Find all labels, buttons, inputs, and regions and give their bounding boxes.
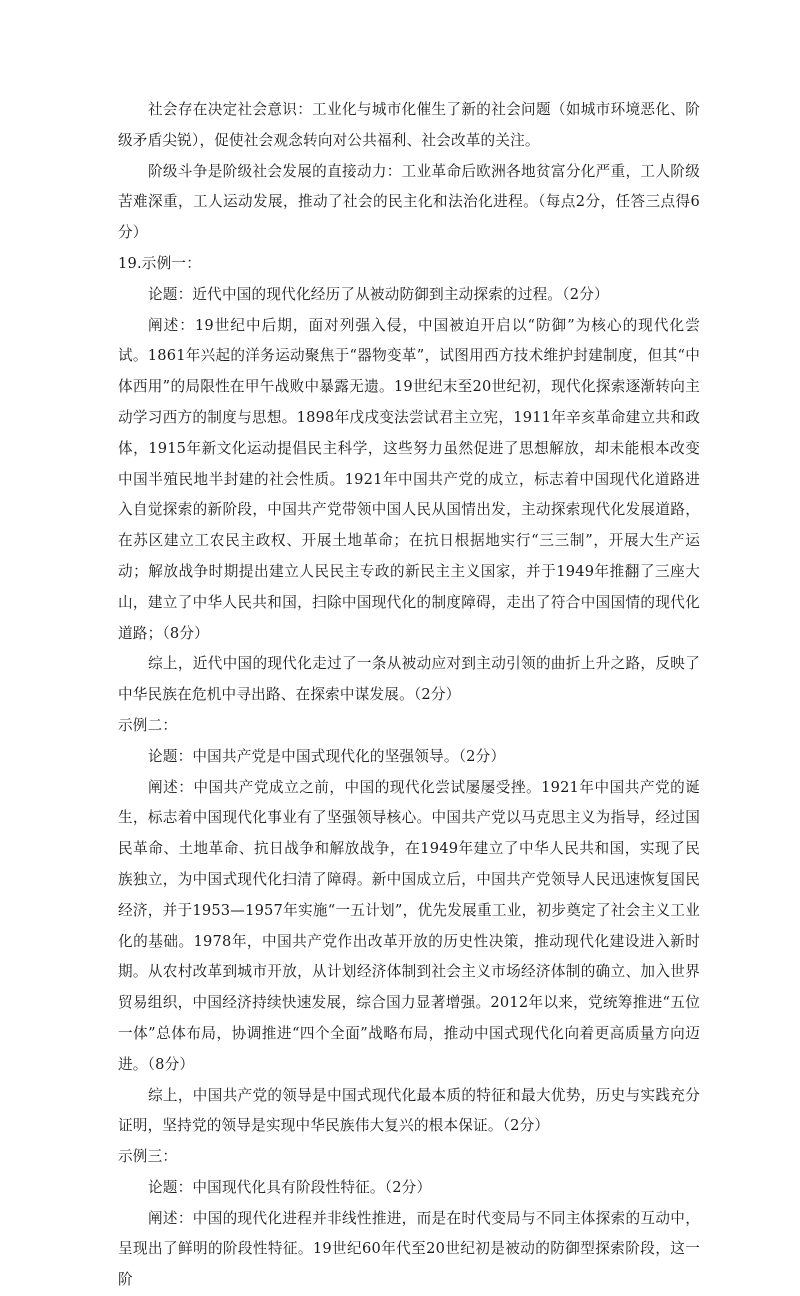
paragraph-social-consciousness: 社会存在决定社会意识：工业化与城市化催生了新的社会问题（如城市环境恶化、阶级矛盾尖锐），促使社会观念转向对公共福利、社会改革的关注。 [118, 101, 700, 149]
conclusion-example-1: 综上，近代中国的现代化走过了一条从被动应对到主动引领的曲折上升之路，反映了中华民族在危机中寻出路、在探索中谋发展。（2分） [118, 655, 700, 704]
heading-example-2: 示例二： [118, 716, 178, 734]
elaboration-example-3: 阐述：中国的现代化进程并非线性推进，而是在时代变局与不同主体探索的互动中，呈现出了鲜明的阶段性特征。19世纪60年代至20世纪初是被动的防御型探索阶段，这一阶 [118, 1209, 700, 1289]
conclusion-example-2: 综上，中国共产党的领导是中国式现代化最本质的特征和最大优势，历史与实践充分证明，坚持党的领导是实现中华民族伟大复兴的根本保证。（2分） [118, 1086, 700, 1135]
thesis-example-2: 论题：中国共产党是中国式现代化的坚强领导。（2分） [148, 747, 506, 765]
elaboration-example-2: 阐述：中国共产党成立之前，中国的现代化尝试屡屡受挫。1921年中国共产党的诞生，标志着中国现代化事业有了坚强领导核心。中国共产党以马克思主义为指导，经过国民革命、土地革命、抗日战争和解放战争，在1949年建立了中华人民共和国，实现了民族独立，为中国式现代化扫清了障碍。新中国成立后，中国共产党领导人民迅速恢复国民经济，并于1953—1957年实施“一五计划”，优先发展重工业，初步奠定了社会主义工业化的基础。1978年，中国共产党作出改革开放的历史性决策，推动现代化建设进入新时期。从农村改革到城市开放，从计划经济体制到社会主义市场经济体制的确立、加入世界贸易组织，中国经济持续快速发展，综合国力显著增强。2012年以来，党统筹推进“五位一体”总体布局，协调推进“四个全面”战略布局，推动中国式现代化向着更高质量方向迈进。（8分） [118, 778, 700, 1073]
thesis-example-3: 论题：中国现代化具有阶段性特征。（2分） [148, 1178, 432, 1196]
heading-example-3: 示例三： [118, 1148, 178, 1166]
thesis-example-1: 论题：近代中国的现代化经历了从被动防御到主动探索的过程。（2分） [148, 285, 609, 303]
elaboration-example-1: 阐述：19世纪中后期，面对列强入侵，中国被迫开启以“防御”为核心的现代化尝试。1861年兴起的洋务运动聚焦于“器物变革”，试图用西方技术维护封建制度，但其“中体西用”的局限性在甲午战败中暴露无遗。19世纪末至20世纪初，现代化探索逐渐转向主动学习西方的制度与思想。1898年戊戌变法尝试君主立宪，1911年辛亥革命建立共和政体，1915年新文化运动提倡民主科学，这些努力虽然促进了思想解放，却未能根本改变中国半殖民地半封建的社会性质。1921年中国共产党的成立，标志着中国现代化道路进入自觉探索的新阶段，中国共产党带领中国人民从国情出发，主动探索现代化发展道路，在苏区建立工农民主政权、开展土地革命；在抗日根据地实行“三三制”，开展大生产运动；解放战争时期提出建立人民民主专政的新民主主义国家，并于1949年推翻了三座大山，建立了中华人民共和国，扫除中国现代化的制度障碍，走出了符合中国国情的现代化道路；（8分） [118, 316, 700, 642]
heading-q19-example-1: 19.示例一： [118, 254, 201, 272]
paragraph-class-struggle: 阶级斗争是阶级社会发展的直接动力：工业革命后欧洲各地贫富分化严重，工人阶级苦难深重，工人运动发展，推动了社会的民主化和法治化进程。（每点2分，任答三点得6分） [118, 162, 700, 242]
